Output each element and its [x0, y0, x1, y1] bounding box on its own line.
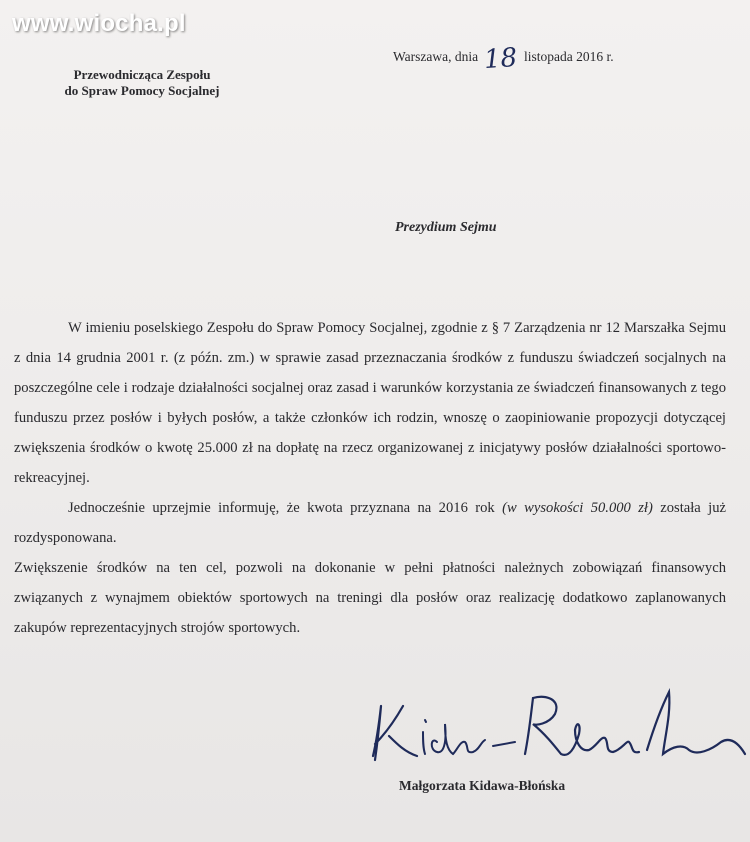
paragraph-3: Zwiększenie środków na ten cel, pozwoli na dokonanie w pełni płatności należnych zobowiązań finansowych związanych z wynajmem obiektów sportowych na treningi dla posłów oraz realizację dodatkowo zaplanowanych zakupów reprezentacyjnych strojów sportowych.: [14, 560, 726, 636]
paragraph-2: [14, 493, 726, 553]
letter-body: [14, 313, 726, 643]
paragraph-2-end: została już rozdysponowana.: [14, 500, 726, 546]
sender-line-2: do Spraw Pomocy Socjalnej: [64, 83, 220, 98]
signer-name: Małgorzata Kidawa-Błońska: [399, 778, 566, 793]
paragraph-2-amount: (w wysokości 50.000 zł): [502, 500, 653, 516]
watermark-logo: www.wiocha.pl: [12, 10, 186, 37]
paragraph-1: W imieniu poselskiego Zespołu do Spraw Pomocy Socjalnej, zgodnie z § 7 Zarządzenia nr 12 Marszałka Sejmu z dnia 14 grudnia 2001 r. (z późn. zm.) w sprawie zasad przeznaczania środków z funduszu świadczeń socjalnych na poszczególne cele i rodzaje działalności socjalnej oraz zasad i warunków korzystania ze świadczeń finansowanych z tego funduszu przez posłów i byłych posłów, a także członków ich rodzin, wnoszę o zaopiniowanie propozycji dotyczącej zwiększenia środków o kwotę 25.000 zł na dopłatę na rzecz organizowanej z inicjatywy posłów działalności sportowo-rekreacyjnej.: [14, 320, 726, 486]
recipient: Prezydium Sejmu: [395, 220, 497, 235]
handwritten-date-day: 18: [482, 42, 518, 76]
date-prefix: Warszawa, dnia: [393, 49, 479, 64]
paragraph-2-start: Jednocześnie uprzejmie informuję, że kwota przyznana na 2016 rok: [68, 500, 495, 516]
sender-block: [50, 67, 234, 99]
sender-line-1: Przewodnicząca Zespołu: [73, 67, 211, 82]
date-line: [393, 38, 614, 76]
date-suffix: listopada 2016 r.: [523, 49, 614, 64]
